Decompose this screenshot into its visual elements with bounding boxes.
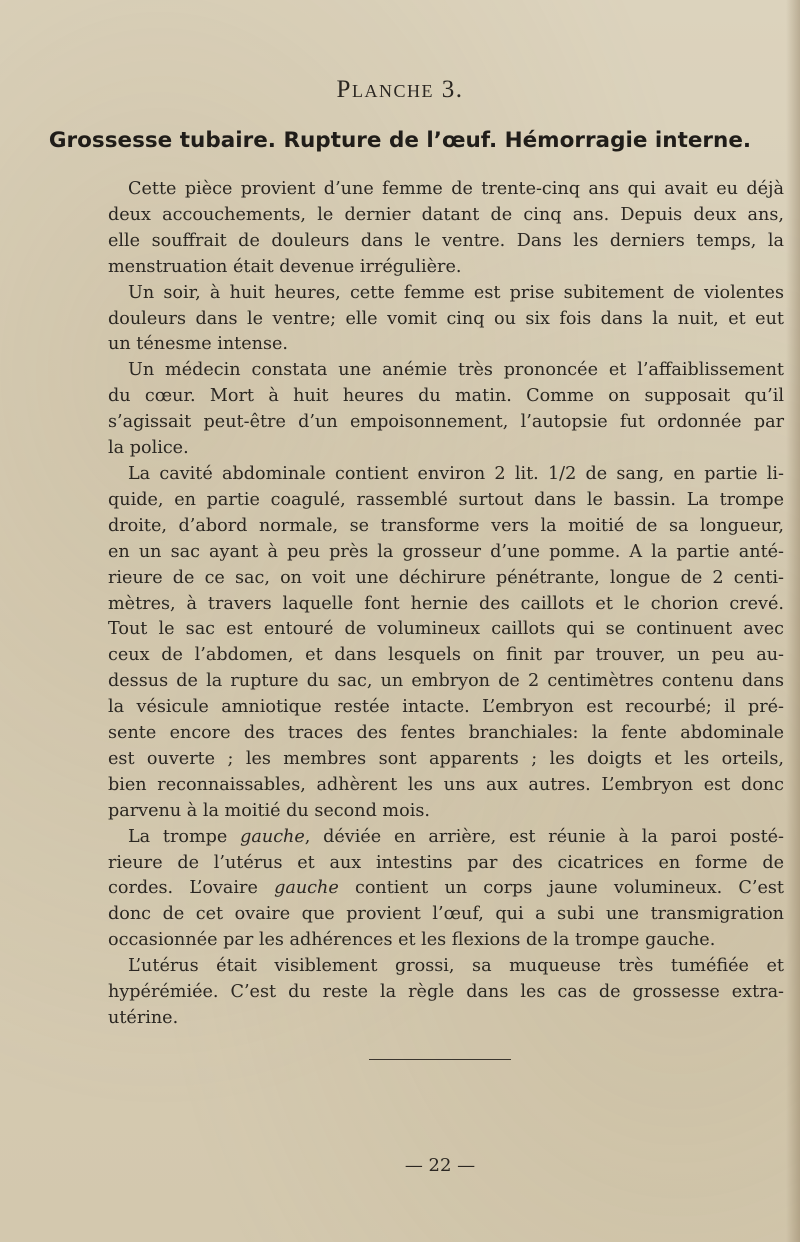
emphasis-text: gauche [240,826,305,847]
text-line: dessus de la rupture du sac, un embryon de 2 centimètres contenu dans [108,671,784,692]
page-number: — 22 — [404,1155,476,1176]
text-line: menstruation était devenue irrégulière. [108,256,462,277]
text-line: Cette pièce provient d’une femme de trente-cinq ans qui avait eu déjà [128,179,784,199]
text-line: est ouverte ; les membres sont apparents ; les doigts et les orteils, [108,748,784,769]
text-line: donc de cet ovaire que provient l’œuf, qui a subi une transmigration [108,904,784,925]
text-line: un ténesme intense. [108,334,289,355]
text-line: Tout le sac est entouré de volumineux caillots qui se continuent avec [108,619,784,640]
section-heading: Grossesse tubaire. Rupture de l’œuf. Hémorragie interne. [48,128,752,153]
text-line: hypérémiée. C’est du reste la règle dans les cas de grossesse extra- [108,982,784,1003]
text-line: ceux de l’abdomen, et dans lesquels on finit par trouver, un peu au- [108,645,784,666]
text-line: Un médecin constata une anémie très prononcée et l’affaiblissement [128,360,784,381]
text-line: L’utérus était visiblement grossi, sa muqueuse très tuméfiée et [128,956,784,977]
text-line: la vésicule amniotique restée intacte. L’embryon est recourbé; il pré- [108,697,784,718]
text-line: s’agissait peut-être d’un empoisonnement, l’autopsie fut ordonnée par [108,412,784,433]
page-edge-shadow [786,0,800,1242]
text-line: quide, en partie coagulé, rassemblé surtout dans le bassin. La trompe [108,489,784,510]
text-line: occasionnée par les adhérences et les flexions de la trompe gauche. [108,930,716,951]
text-line: rieure de l’utérus et aux intestins par des cicatrices en forme de [108,852,784,873]
emphasis-text: gauche [274,878,339,899]
text-line: du cœur. Mort à huit heures du matin. Comme on supposait qu’il [108,386,784,407]
text-line: parvenu à la moitié du second mois. [108,800,430,821]
text-line: droite, d’abord normale, se transforme vers la moitié de sa longueur, [108,515,784,536]
text-line: La cavité abdominale contient environ 2 lit. 1/2 de sang, en partie li- [128,463,784,484]
text-line: Un soir, à huit heures, cette femme est prise subitement de violentes [128,282,784,303]
text-line: mètres, à travers laquelle font hernie des caillots et le chorion crevé. [108,593,784,614]
text-line: la police. [108,438,189,459]
text-line: bien reconnaissables, adhèrent les uns aux autres. L’embryon est donc [108,774,784,795]
text-segment: contient un corps jaune volumineux. C’est [338,878,784,899]
text-segment: La trompe [128,826,241,847]
body-text [108,177,784,1032]
text-line: en un sac ayant à peu près la grosseur d’une pomme. A la partie anté- [108,541,784,562]
text-line: sente encore des traces des fentes branchiales: la fente abdominale [108,723,784,744]
horizontal-rule [369,1059,511,1060]
text-line [108,876,784,902]
text-line: utérine. [108,1008,179,1028]
text-line: deux accouchements, le dernier datant de cinq ans. Depuis deux ans, [108,204,784,225]
text-segment: cordes. L’ovaire [108,878,275,899]
text-line: douleurs dans le ventre; elle vomit cinq ou six fois dans la nuit, et eut [108,308,784,329]
text-segment: , déviée en arrière, est réunie à la paroi posté- [304,826,785,847]
text-line: elle souffrait de douleurs dans le ventre. Dans les derniers temps, la [108,230,784,251]
text-line [108,825,784,851]
plate-title: Planche 3. [336,76,464,103]
text-line: rieure de ce sac, on voit une déchirure pénétrante, longue de 2 centi- [108,567,784,588]
